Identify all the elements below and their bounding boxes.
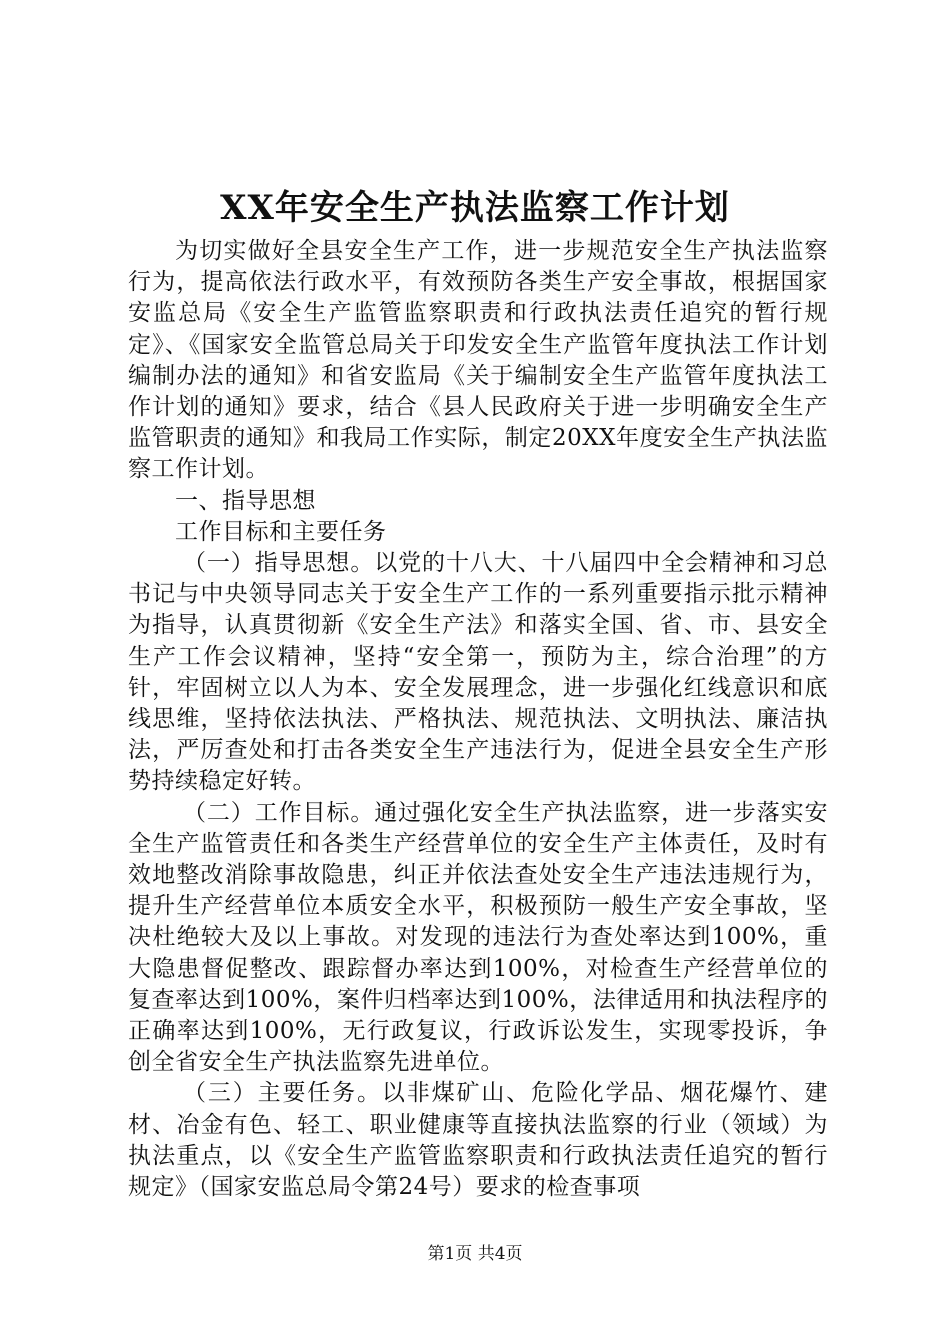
document-title: XX年安全生产执法监察工作计划 — [220, 188, 730, 228]
paragraph-work-goals: （二）工作目标。通过强化安全生产执法监察，进一步落实安全生产监管责任和各类生产经营单位的安全生产主体责任，及时有效地整改消除事故隐患，纠正并依法查处安全生产违法违规行为，提升生产经营单位本质安全水平，积极预防一般生产安全事故，坚决杜绝较大及以上事故。对发现的违法行为查处率达到100%，重大隐患督促整改、跟踪督办率达到100%，对检查生产经营单位的复查率达到100%，案件归档率达到100%，法律适用和执法程序的正确率达到100%，无行政复议，行政诉讼发生，实现零投诉，争创全省安全生产执法监察先进单位。 — [128, 799, 828, 1076]
page-footer: 第1页 共4页 — [427, 1244, 523, 1264]
intro-paragraph: 为切实做好全县安全生产工作，进一步规范安全生产执法监察行为，提高依法行政水平，有效预防各类生产安全事故，根据国家安监总局《安全生产监管监察职责和行政执法责任追究的暂行规定》、《国家安全监管总局关于印发安全生产监管年度执法工作计划编制办法的通知》和省安监局《关于编制安全生产监管年度执法工作计划的通知》要求，结合《县人民政府关于进一步明确安全生产监管职责的通知》和我局工作实际，制定20XX年度安全生产执法监察工作计划。 — [128, 238, 828, 483]
section-heading-goals-tasks: 工作目标和主要任务 — [175, 518, 387, 545]
paragraph-guiding-ideology: （一）指导思想。以党的十八大、十八届四中全会精神和习总书记与中央领导同志关于安全生产工作的一系列重要指示批示精神为指导，认真贯彻新《安全生产法》和落实全国、省、市、县安全生产工作会议精神，坚持“安全第一，预防为主，综合治理”的方针，牢固树立以人为本、安全发展理念，进一步强化红线意识和底线思维，坚持依法执法、严格执法、规范执法、文明执法、廉洁执法，严厉查处和打击各类安全生产违法行为，促进全县安全生产形势持续稳定好转。 — [128, 550, 828, 795]
section-heading-guiding-ideology: 一、指导思想 — [175, 487, 316, 514]
document-body — [128, 236, 828, 1203]
paragraph-main-tasks: （三）主要任务。以非煤矿山、危险化学品、烟花爆竹、建材、冶金有色、轻工、职业健康等直接执法监察的行业（领域）为执法重点，以《安全生产监管监察职责和行政执法责任追究的暂行规定》（国家安监总局令第24号）要求的检查事项 — [128, 1080, 828, 1201]
